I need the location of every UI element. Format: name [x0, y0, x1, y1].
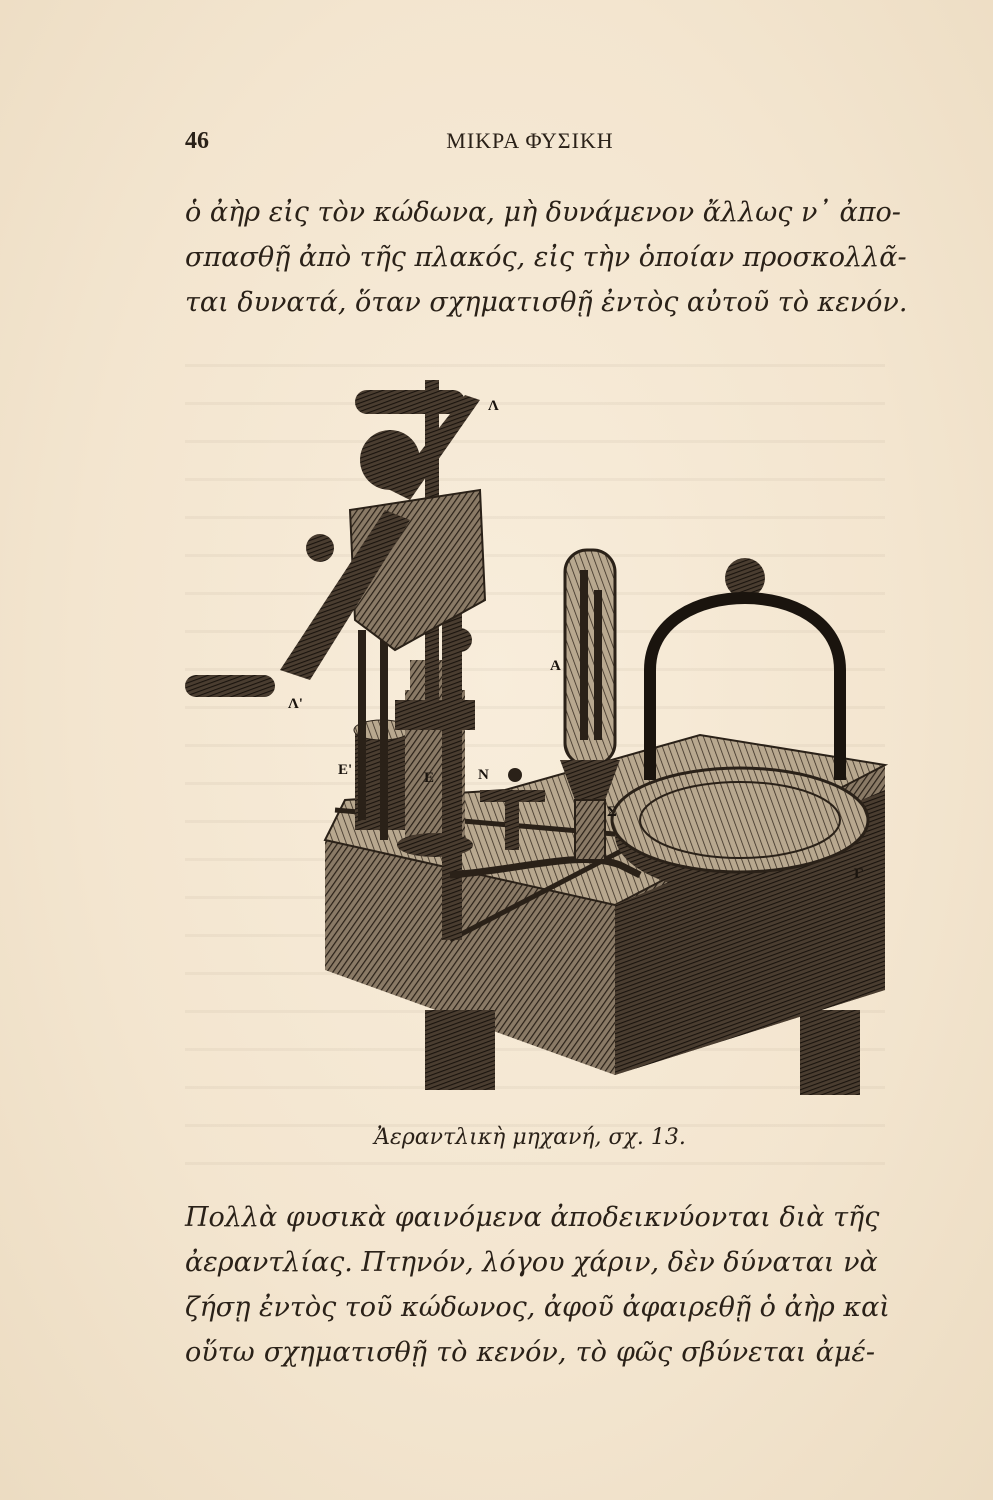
page-header	[185, 128, 875, 168]
text-line: Πολλὰ φυσικὰ φαινόμενα ἀποδεικνύονται διὰ τῆς	[185, 1202, 880, 1233]
text-line: ζήσῃ ἐντὸς τοῦ κώδωνος, ἀφοῦ ἀφαιρεθῇ ὁ ἀὴρ καὶ	[185, 1292, 890, 1323]
text-line: ται δυνατά, ὅταν σχηματισθῇ ἐντὸς αὐτοῦ τὸ κενόν.	[185, 287, 908, 318]
label-epsilon: Ε	[424, 770, 435, 786]
label-gamma: Γ	[854, 866, 864, 882]
bottom-paragraph	[185, 1195, 890, 1375]
running-title: ΜΙΚΡΑ ΦΥΣΙΚΗ	[446, 128, 614, 153]
label-nu: Ν	[478, 767, 489, 783]
text-line: σπασθῇ ἀπὸ τῆς πλακός, εἰς τὴν ὁποίαν προσκολλᾶ-	[185, 242, 907, 273]
top-paragraph	[185, 190, 908, 325]
page-number: 46	[185, 128, 209, 154]
figure-caption: Ἀεραντλικὴ μηχανή, σχ. 13.	[374, 1125, 686, 1150]
air-pump-illustration	[180, 370, 890, 1100]
label-epsilon-prime: Ε'	[338, 762, 353, 778]
text-line: ἀεραντλίας. Πτηνόν, λόγου χάριν, δὲν δύναται νὰ	[185, 1247, 878, 1278]
text-line: οὕτω σχηματισθῇ τὸ κενόν, τὸ φῶς σβύνεται ἀμέ-	[185, 1337, 875, 1368]
label-sigma: Σ	[607, 804, 617, 820]
label-alpha: Α	[550, 658, 561, 674]
label-lambda: Λ	[488, 398, 499, 414]
label-lambda-prime: Λ'	[288, 696, 303, 712]
text-line: ὁ ἀὴρ εἰς τὸν κώδωνα, μὴ δυνάμενον ἄλλως ν᾽ ἀπο-	[185, 197, 901, 228]
